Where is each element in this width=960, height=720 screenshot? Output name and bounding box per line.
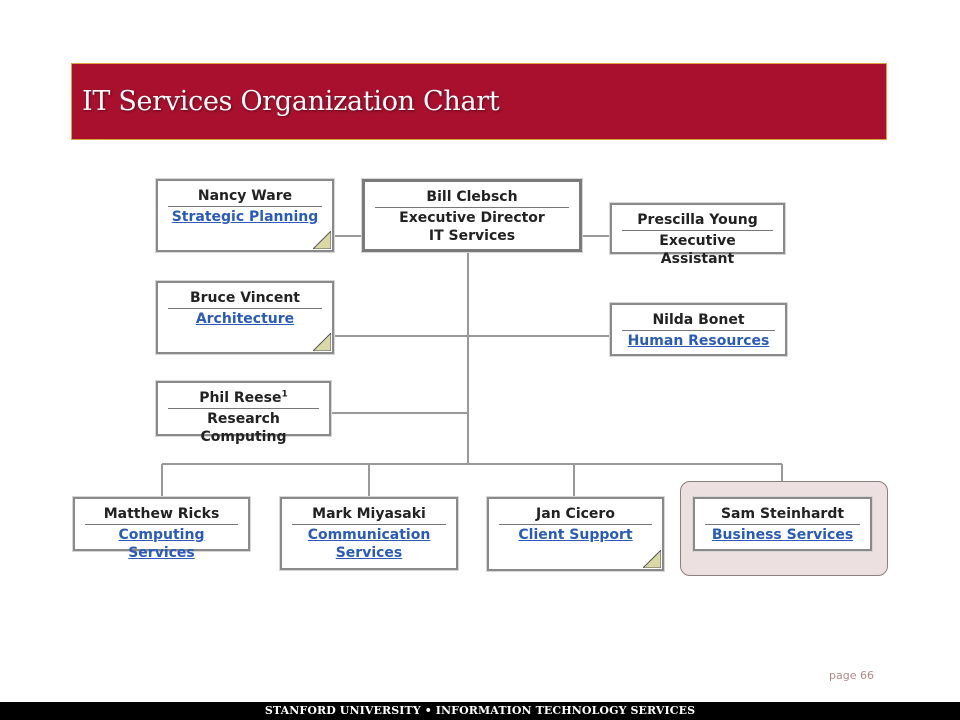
node-bruce-vincent <box>156 281 334 354</box>
node-name: Phil Reese <box>199 390 282 406</box>
node-role-link-line2[interactable]: Services <box>335 545 403 561</box>
page-number: page 66 <box>829 669 874 682</box>
node-prescilla-young <box>610 203 785 267</box>
node-name: Jan Cicero <box>499 505 652 525</box>
note-fold-icon <box>313 333 331 351</box>
page-title: IT Services Organization Chart <box>82 86 500 117</box>
node-name: Matthew Ricks <box>85 505 238 525</box>
footer-text: STANFORD UNIVERSITY • INFORMATION TECHNOLOGY SERVICES <box>264 704 696 717</box>
note-fold-icon <box>313 231 331 249</box>
node-nilda-bonet <box>610 303 787 356</box>
node-role: Executive Assistant <box>659 233 736 267</box>
node-role-link[interactable]: Communication <box>307 527 431 543</box>
node-name: Prescilla Young <box>622 211 773 231</box>
node-mark-miyasaki <box>280 497 458 570</box>
footer-bar <box>0 702 960 720</box>
node-role-link[interactable]: Client Support <box>518 527 633 543</box>
node-jan-cicero <box>487 497 664 571</box>
node-role-link[interactable]: Strategic Planning <box>171 209 319 225</box>
note-fold-icon <box>643 550 661 568</box>
node-phil-reese <box>156 381 331 445</box>
node-role: Research Computing <box>200 411 287 445</box>
node-name-row <box>168 389 319 409</box>
node-name: Bill Clebsch <box>375 188 569 208</box>
node-name: Sam Steinhardt <box>705 505 860 525</box>
node-matthew-ricks <box>73 497 250 561</box>
footnote-marker: 1 <box>281 389 288 400</box>
node-role-line2: IT Services <box>428 228 516 244</box>
node-role-link[interactable]: Human Resources <box>627 333 770 349</box>
node-sam-steinhardt <box>693 497 872 551</box>
node-role-link[interactable]: Architecture <box>195 311 295 327</box>
node-role-link[interactable]: Business Services <box>711 527 854 543</box>
node-bill-clebsch <box>362 179 582 252</box>
node-name: Nancy Ware <box>168 187 322 207</box>
node-role: Executive Director <box>399 210 545 226</box>
node-role-link[interactable]: Computing Services <box>118 527 205 561</box>
node-name: Bruce Vincent <box>168 289 322 309</box>
node-nancy-ware <box>156 179 334 252</box>
node-name: Mark Miyasaki <box>292 505 446 525</box>
node-name: Nilda Bonet <box>622 311 775 331</box>
